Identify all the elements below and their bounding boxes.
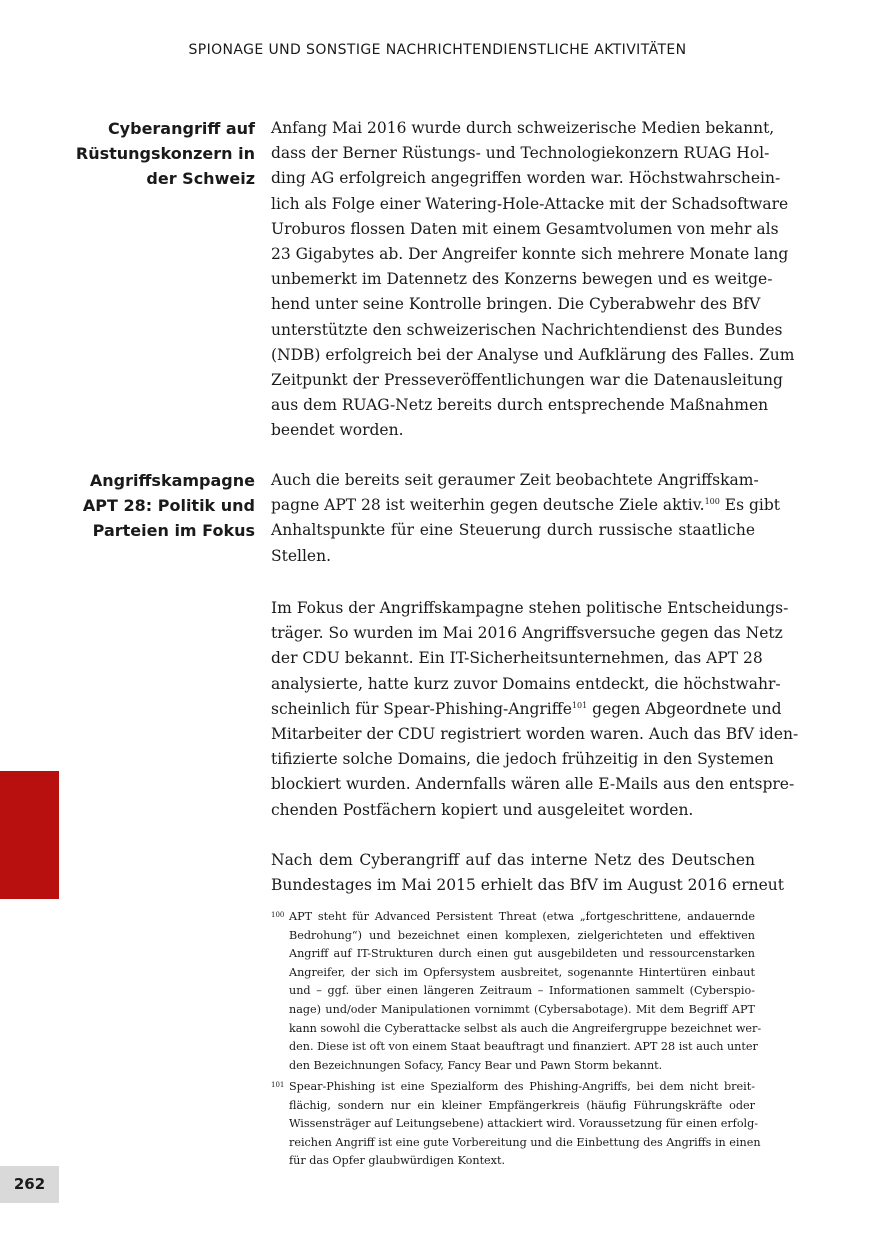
text-line: Mitarbeiter der CDU registriert worden waren. Auch das BfV iden- [271,724,799,743]
footnote-number: 101 [271,1081,285,1089]
text-line: Auch die bereits seit geraumer Zeit beobachtete Angriffskam- [271,471,759,489]
footnote-line: den Bezeichnungen Sofacy, Fancy Bear und Pawn Storm bekannt. [289,1058,663,1072]
text-line: Bundestages im Mai 2015 erhielt das BfV im August 2016 erneut [271,876,784,895]
text-line: Anfang Mai 2016 wurde durch schweizerische Medien bekannt, [271,119,775,137]
text-line: tifizierte solche Domains, die jedoch frühzeitig in den Systemen [271,750,774,769]
text-line: der CDU bekannt. Ein IT-Sicherheitsunternehmen, das APT 28 [271,649,763,668]
text-line: blockiert wurden. Andernfalls wären alle E-Mails aus den entspre- [271,775,795,794]
text-segment: scheinlich für Spear-Phishing-Angriffe [271,699,572,718]
side-heading-apt28 [65,468,255,543]
side-heading-ruag [65,116,255,191]
text-line: aus dem RUAG-Netz bereits durch entsprechende Maßnahmen [271,396,769,415]
paragraph-bundestag [271,848,784,898]
footnote-101 [271,1078,761,1171]
paragraph-apt28-intro [271,468,781,569]
footnote-line: Spear-Phishing ist eine Spezialform des Phishing-Angriffs, bei dem nicht breit- [289,1080,755,1093]
text-line [271,697,782,722]
text-line: analysierte, hatte kurz zuvor Domains entdeckt, die höchstwahr- [271,674,781,693]
side-heading-line: der Schweiz [146,169,255,188]
side-heading-line: Rüstungskonzern in [75,144,255,163]
text-line: hend unter seine Kontrolle bringen. Die Cyberabwehr des BfV [271,295,761,314]
text-line: beendet worden. [271,421,404,440]
text-line: Nach dem Cyberangriff auf das interne Netz des Deutschen [271,851,755,869]
text-line: (NDB) erfolgreich bei der Analyse und Aufklärung des Falles. Zum [271,345,795,364]
text-line: lich als Folge einer Watering-Hole-Attacke mit der Schadsoftware [271,194,789,213]
footnote-ref-101[interactable]: 101 [571,700,588,710]
text-line: 23 Gigabytes ab. Der Angreifer konnte sich mehrere Monate lang [271,244,789,263]
text-segment: pagne APT 28 ist weiterhin gegen deutsche Ziele aktiv. [271,496,705,515]
footnote-ref-100[interactable]: 100 [704,497,720,507]
text-line: ding AG erfolgreich angegriffen worden war. Höchstwahrschein- [271,169,781,188]
footnote-number: 100 [271,911,285,919]
text-line: Im Fokus der Angriffskampagne stehen politische Entscheidungs- [271,599,789,617]
footnote-line: APT steht für Advanced Persistent Threat (etwa „fortgeschrittene, andauernde [289,910,755,923]
footnote-line: und – ggf. über einen längeren Zeitraum – Informationen sammelt (Cyberspio- [289,984,755,998]
text-line: Stellen. [271,546,332,565]
text-line: Zeitpunkt der Presseveröffentlichungen war die Datenausleitung [271,370,783,389]
page-number: 262 [0,1166,59,1203]
footnote-line: Bedrohung“) und bezeichnet einen komplexen, zielgerichteten und effektiven [289,928,755,942]
footnote-line: Angriff auf IT-Strukturen durch einen gut ausgebildeten und ressourcenstarken [289,947,755,961]
side-heading-line: Cyberangriff auf [107,119,255,138]
text-line: unterstützte den schweizerischen Nachrichtendienst des Bundes [271,320,783,339]
paragraph-ruag [271,116,795,443]
text-segment: Es gibt [719,496,781,515]
side-heading-line: Angriffskampagne [89,471,255,490]
footnote-line: reichen Angriff ist eine gute Vorbereitung und die Einbettung des Angriffs in einen [289,1135,761,1149]
footnote-100 [271,908,762,1075]
chapter-marker-tab [0,771,59,899]
side-heading-line: APT 28: Politik und [82,496,255,515]
text-segment: gegen Abgeordnete und [587,699,782,718]
running-head: SPIONAGE UND SONSTIGE NACHRICHTENDIENSTLICHE AKTIVITÄTEN [188,42,687,58]
text-line: Uroburos flossen Daten mit einem Gesamtvolumen von mehr als [271,219,779,238]
text-line: Anhaltspunkte für eine Steuerung durch russische staatliche [271,521,755,540]
text-line: träger. So wurden im Mai 2016 Angriffsversuche gegen das Netz [271,624,783,643]
text-line: unbemerkt im Datennetz des Konzerns bewegen und es weitge- [271,270,773,289]
footnote-line: nage) und/oder Manipulationen vornimmt (Cybersabotage). Mit dem Begriff APT [289,1002,755,1016]
footnote-line: Wissensträger auf Leitungsebene) attackiert wird. Voraussetzung für einen erfolg- [289,1117,759,1131]
paragraph-apt28-focus [271,596,799,823]
footnote-line: kann sowohl die Cyberattacke selbst als auch die Angreifergruppe bezeichnet wer- [289,1021,762,1035]
text-line [271,493,781,518]
footnote-line: flächig, sondern nur ein kleiner Empfängerkreis (häufig Führungskräfte oder [289,1098,755,1112]
side-heading-line: Parteien im Fokus [92,521,255,540]
text-line: dass der Berner Rüstungs- und Technologiekonzern RUAG Hol- [271,144,770,163]
footnote-line: für das Opfer glaubwürdigen Kontext. [289,1154,506,1168]
footnote-line: den. Diese ist oft von einem Staat beauftragt und finanziert. APT 28 ist auch unter [289,1040,758,1054]
footnote-line: Angreifer, der sich im Opfersystem ausbreitet, sogenannte Hintertüren einbaut [289,965,755,979]
text-line: chenden Postfächern kopiert und ausgeleitet worden. [271,800,694,819]
